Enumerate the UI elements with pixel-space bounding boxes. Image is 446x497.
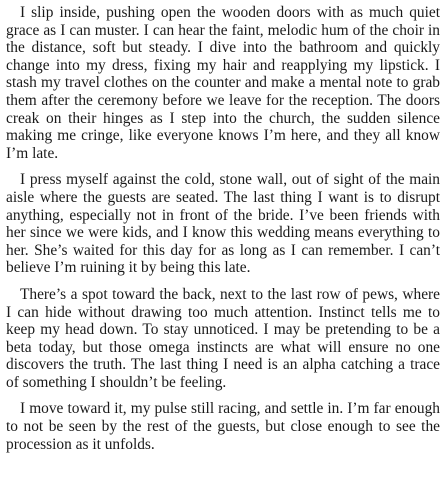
document-page [6, 4, 440, 453]
paragraph-1: I slip inside, pushing open the wooden doors with as much quiet grace as I can muster. I can hear the faint, melodic hum of the choir in the distance, soft but steady. I dive into the bathroom and quickly change into my dress, fixing my hair and reapplying my lipstick. I stash my travel clothes on the counter and make a mental note to grab them after the ceremony before we leave for the reception. The doors creak on their hinges as I step into the church, the sudden silence making me cringe, like everyone knows I’m here, and they all know I’m late. [6, 4, 440, 162]
paragraph-4: I move toward it, my pulse still racing, and settle in. I’m far enough to not be seen by the rest of the guests, but close enough to see the procession as it unfolds. [6, 400, 440, 453]
paragraph-2: I press myself against the cold, stone wall, out of sight of the main aisle where the guests are seated. The last thing I want is to disrupt anything, especially not in front of the bride. I’ve been friends with her since we were kids, and I know this wedding means everything to her. She’s waited for this day for as long as I can remember. I can’t believe I’m ruining it by being this late. [6, 171, 440, 277]
paragraph-3: There’s a spot toward the back, next to the last row of pews, where I can hide without drawing too much attention. Instinct tells me to keep my head down. To stay unnoticed. I may be pretending to be a beta today, but those omega instincts are what will ensure no one discovers the truth. The last thing I need is an alpha catching a trace of something I shouldn’t be feeling. [6, 285, 440, 391]
